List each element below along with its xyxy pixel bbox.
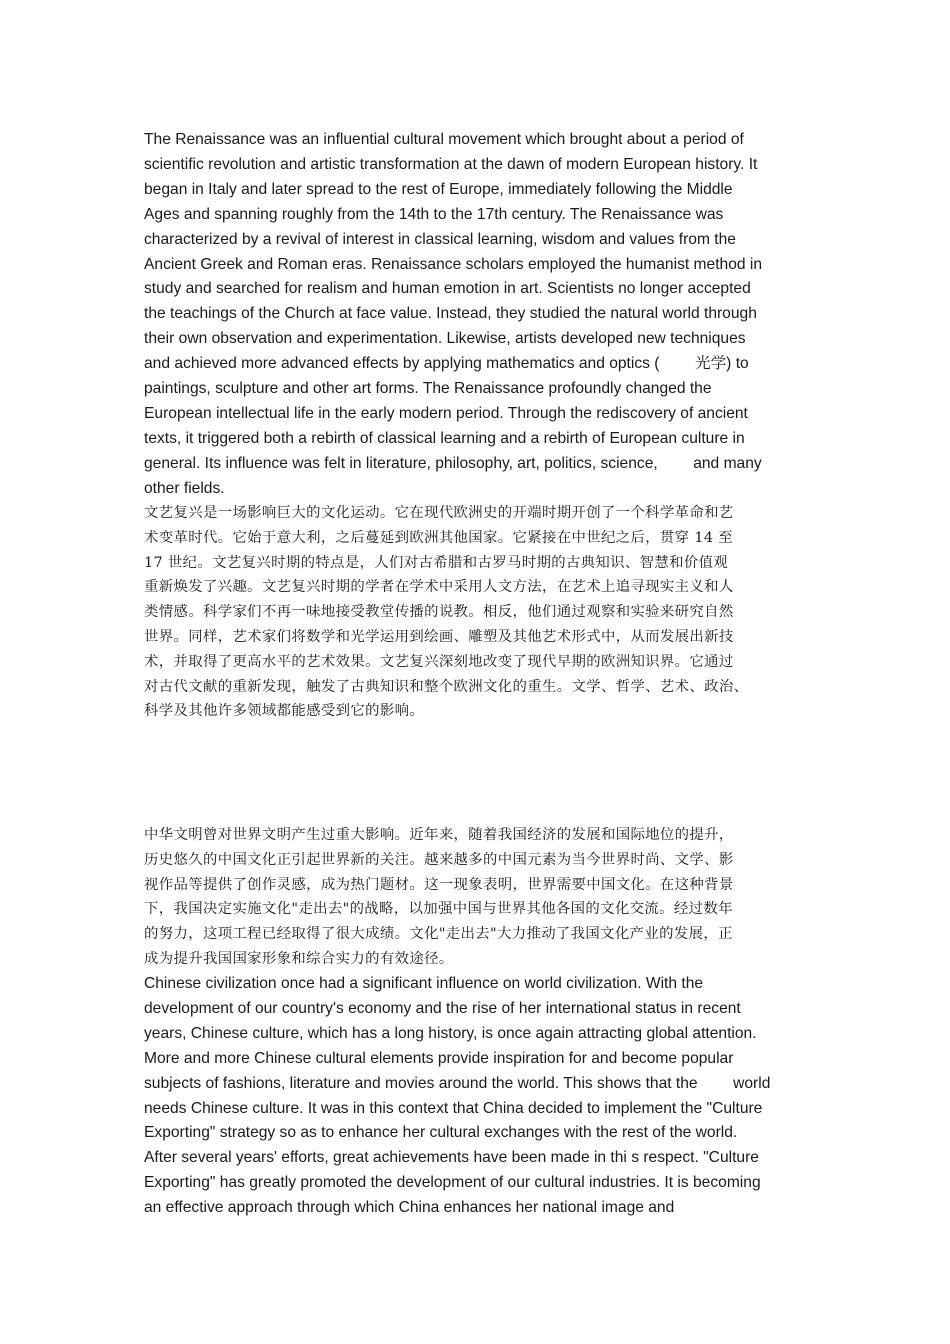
text-line: 科学及其他许多领域都能感受到它的影响。: [144, 703, 425, 720]
text-line: study and searched for realism and human emotion in art. Scientists no longer accepted: [144, 280, 751, 298]
text-line: 中华文明曾对世界文明产生过重大影响。近年来，随着我国经济的发展和国际地位的提升，: [144, 827, 734, 843]
text-line: characterized by a revival of interest in classical learning, wisdom and values from the: [144, 230, 736, 248]
text-line: 术，并取得了更高水平的艺术效果。文艺复兴深刻地改变了现代早期的欧洲知识界。它通过: [144, 653, 734, 670]
text-line: subjects of fashions, literature and movies around the world. This shows that the world: [144, 1074, 771, 1092]
text-line: 下，我国决定实施文化"走出去"的战略，以加强中国与世界其他各国的文化交流。经过数年: [144, 901, 733, 918]
text-line: 世界。同样，艺术家们将数学和光学运用到绘画、雕塑及其他艺术形式中，从而发展出新技: [144, 628, 734, 645]
text-line: their own observation and experimentation. Likewise, artists developed new techniques: [144, 330, 746, 348]
text-line: Exporting" has greatly promoted the development of our cultural industries. It is becoming: [144, 1174, 761, 1192]
text-line: the teachings of the Church at face value. Instead, they studied the natural world through: [144, 305, 757, 323]
text-line: an effective approach through which China enhances her national image and: [144, 1199, 675, 1217]
culture-chinese-paragraph: [144, 823, 812, 972]
renaissance-chinese-paragraph: [144, 501, 812, 724]
text-line: 视作品等提供了创作灵感，成为热门题材。这一现象表明，世界需要中国文化。在这种背景: [144, 876, 734, 893]
text-line: years, Chinese culture, which has a long history, is once again attracting global attention.: [144, 1024, 757, 1042]
text-line: needs Chinese culture. It was in this context that China decided to implement the "Culture: [144, 1099, 763, 1117]
text-line: The Renaissance was an influential cultural movement which brought about a period of: [144, 131, 744, 148]
text-line: texts, it triggered both a rebirth of classical learning and a rebirth of European culture in: [144, 429, 745, 447]
text-line: After several years' efforts, great achievements have been made in thi s respect. "Culture: [144, 1149, 759, 1167]
text-line: other fields.: [144, 479, 225, 497]
text-line: 历史悠久的中国文化正引起世界新的关注。越来越多的中国元素为当今世界时尚、文学、影: [144, 851, 734, 868]
text-line: 术变革时代。它始于意大利，之后蔓延到欧洲其他国家。它紧接在中世纪之后，贯穿 14 至: [144, 529, 734, 546]
culture-english-paragraph: [144, 972, 812, 1221]
text-line: general. Its influence was felt in literature, philosophy, art, politics, science, and many: [144, 454, 762, 472]
text-line: paintings, sculpture and other art forms. The Renaissance profoundly changed the: [144, 380, 712, 398]
text-line: development of our country's economy and the rise of her international status in recent: [144, 999, 741, 1017]
text-line: Ages and spanning roughly from the 14th to the 17th century. The Renaissance was: [144, 205, 724, 223]
text-line: 文艺复兴是一场影响巨大的文化运动。它在现代欧洲史的开端时期开创了一个科学革命和艺: [144, 505, 734, 521]
text-line: 类情感。科学家们不再一味地接受教堂传播的说教。相反，他们通过观察和实验来研究自然: [144, 604, 734, 621]
text-line: 的努力，这项工程已经取得了很大成绩。文化"走出去"大力推动了我国文化产业的发展，正: [144, 926, 733, 943]
text-line: Chinese civilization once had a significant influence on world civilization. With the: [144, 975, 704, 992]
text-line: scientific revolution and artistic transformation at the dawn of modern European history. It: [144, 155, 758, 173]
text-line: Exporting" strategy so as to enhance her cultural exchanges with the rest of the world.: [144, 1124, 738, 1142]
text-line: 成为提升我国国家形象和综合实力的有效途径。: [144, 950, 454, 967]
text-line: and achieved more advanced effects by applying mathematics and optics ( 光学) to: [144, 355, 749, 373]
renaissance-english-paragraph: [144, 128, 812, 502]
text-line: 对古代文献的重新发现，触发了古典知识和整个欧洲文化的重生。文学、哲学、艺术、政治、: [144, 678, 749, 695]
text-line: European intellectual life in the early modern period. Through the rediscovery of ancient: [144, 404, 748, 422]
text-line: More and more Chinese cultural elements provide inspiration for and become popular: [144, 1049, 734, 1067]
text-line: began in Italy and later spread to the rest of Europe, immediately following the Middle: [144, 180, 733, 198]
text-line: 重新焕发了兴趣。文艺复兴时期的学者在学术中采用人文方法，在艺术上追寻现实主义和人: [144, 579, 734, 596]
text-line: Ancient Greek and Roman eras. Renaissance scholars employed the humanist method in: [144, 255, 763, 273]
text-line: 17 世纪。文艺复兴时期的特点是，人们对古希腊和古罗马时期的古典知识、智慧和价值观: [144, 554, 729, 571]
